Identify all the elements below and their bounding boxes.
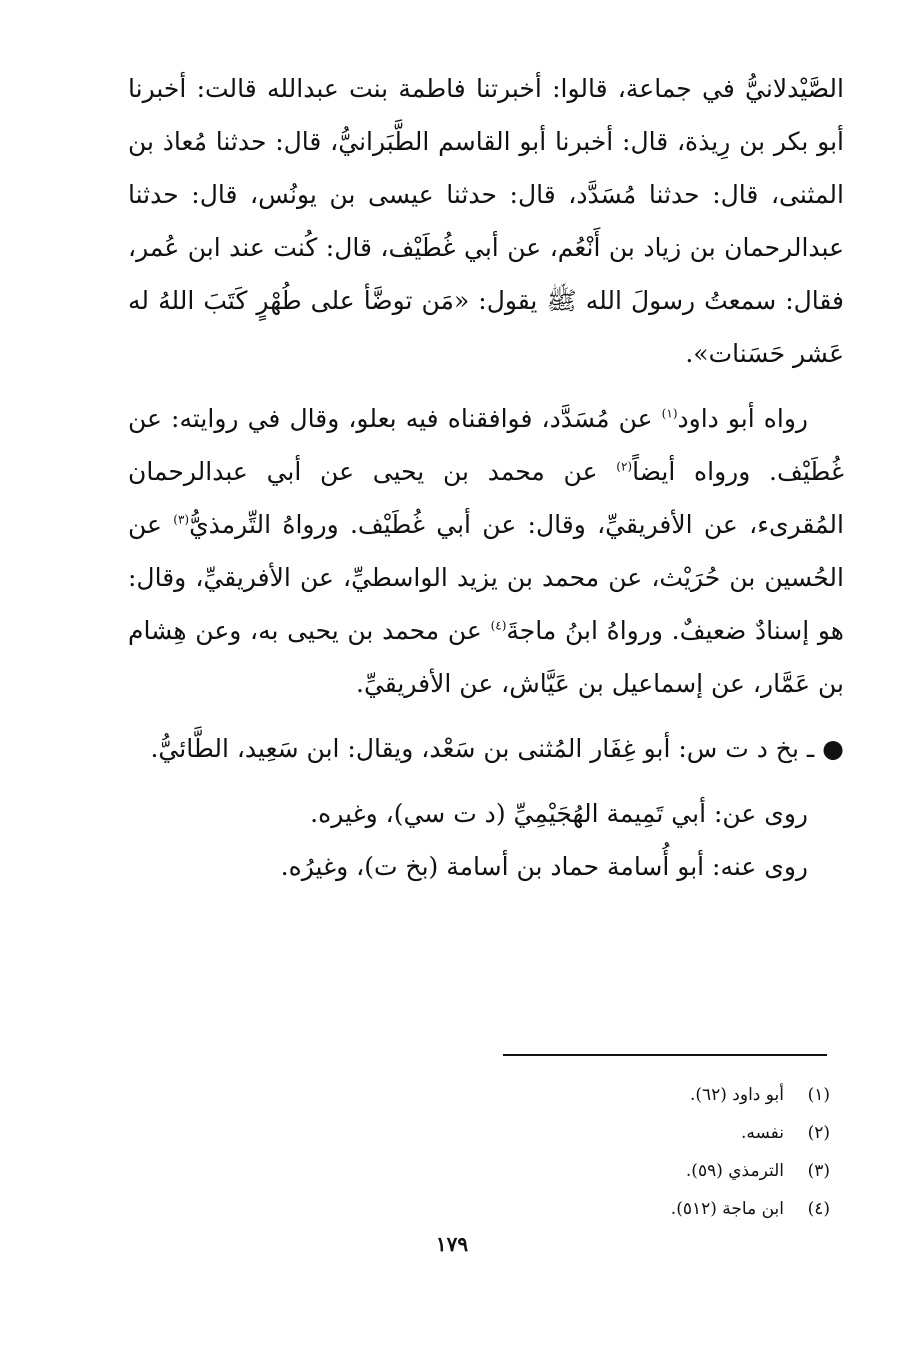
- footnote-number: (٣): [807, 1161, 830, 1181]
- narrated-from-line: روى عن: أبي تَمِيمة الهُجَيْمِيِّ (د ت سي)، وغيره.: [310, 799, 808, 828]
- footnote-text: نفسه.: [740, 1123, 784, 1143]
- takhrij-text-2: عن مُسَدَّد، فوافقناه فيه بعلو، وقال في روايته: عن غُطَيْف. ورواه أيضاً: [128, 404, 844, 486]
- narrated-by-line: روى عنه: أبو أُسامة حماد بن أسامة (بخ ت)، وغيرُه.: [280, 852, 808, 881]
- footnote-item: [420, 1152, 830, 1190]
- page-number: ١٧٩: [435, 1232, 469, 1256]
- footnote-number: (٤): [807, 1199, 830, 1219]
- footnotes-section: [420, 1076, 830, 1228]
- hadith-paragraph: الصَّيْدلانيُّ في جماعة، قالوا: أخبرتنا فاطمة بنت عبدالله قالت: أخبرنا أبو بكر بن رِيذة، قال: أخبرنا أبو القاسم الطَّبَرانيُّ، قال: حدثنا مُعاذ بن المثنى، قال: حدثنا مُسَدَّد، قال: حدثنا عيسى بن يونُس، قال: حدثنا عبدالرحمان بن زياد بن أَنْعُم، عن أبي غُطَيْف، قال: كُنت عند ابن عُمر، فقال: سمعتُ رسولَ الله ﷺ يقول: «مَن توضَّأ على طُهْرٍ كَتَبَ اللهُ له عَشر حَسَنات».: [128, 74, 844, 368]
- footnote-marker-1[interactable]: (١): [661, 406, 678, 421]
- narrator-entry-paragraph: [128, 722, 844, 775]
- footnote-marker-3[interactable]: (٣): [173, 512, 190, 527]
- takhrij-text-1: رواه أبو داود: [677, 404, 808, 433]
- footnote-number: (٢): [807, 1123, 830, 1143]
- bullet-icon: ●: [822, 734, 844, 763]
- takhrij-paragraph: [128, 392, 844, 710]
- takhrij-text-5: عن محمد بن يحيى به، وعن هِشام بن عَمَّار، عن إسماعيل بن عَيَّاش، عن الأفريقيِّ.: [128, 616, 844, 698]
- footnote-marker-4[interactable]: (٤): [490, 618, 507, 633]
- footnote-number: (١): [807, 1085, 830, 1105]
- footnote-item: [420, 1076, 830, 1114]
- main-text-block: [128, 62, 844, 893]
- footnote-text: أبو داود (٦٢).: [689, 1085, 784, 1105]
- footnote-item: [420, 1190, 830, 1228]
- narrator-entry-text: ـ بخ د ت س: أبو غِفَار المُثنى بن سَعْد، ويقال: ابن سَعِيد، الطَّائيُّ.: [150, 734, 815, 763]
- footnote-text: ابن ماجة (٥١٢).: [670, 1199, 784, 1219]
- takhrij-text-4: عن الحُسين بن حُرَيْث، عن محمد بن يزيد الواسطيِّ، عن الأفريقيِّ، وقال: هو إسنادٌ ضعيفٌ. ورواهُ ابنُ ماجةَ: [128, 510, 844, 645]
- footnote-divider: [503, 1054, 827, 1056]
- takhrij-text-3: عن محمد بن يحيى عن أبي عبدالرحمان المُقرىء، عن الأفريقيِّ، وقال: عن أبي غُطَيْف. ورواهُ التِّرمذيُّ: [128, 457, 844, 539]
- footnote-marker-2[interactable]: (٢): [616, 459, 633, 474]
- footnote-text: الترمذي (٥٩).: [685, 1161, 784, 1181]
- footnote-item: [420, 1114, 830, 1152]
